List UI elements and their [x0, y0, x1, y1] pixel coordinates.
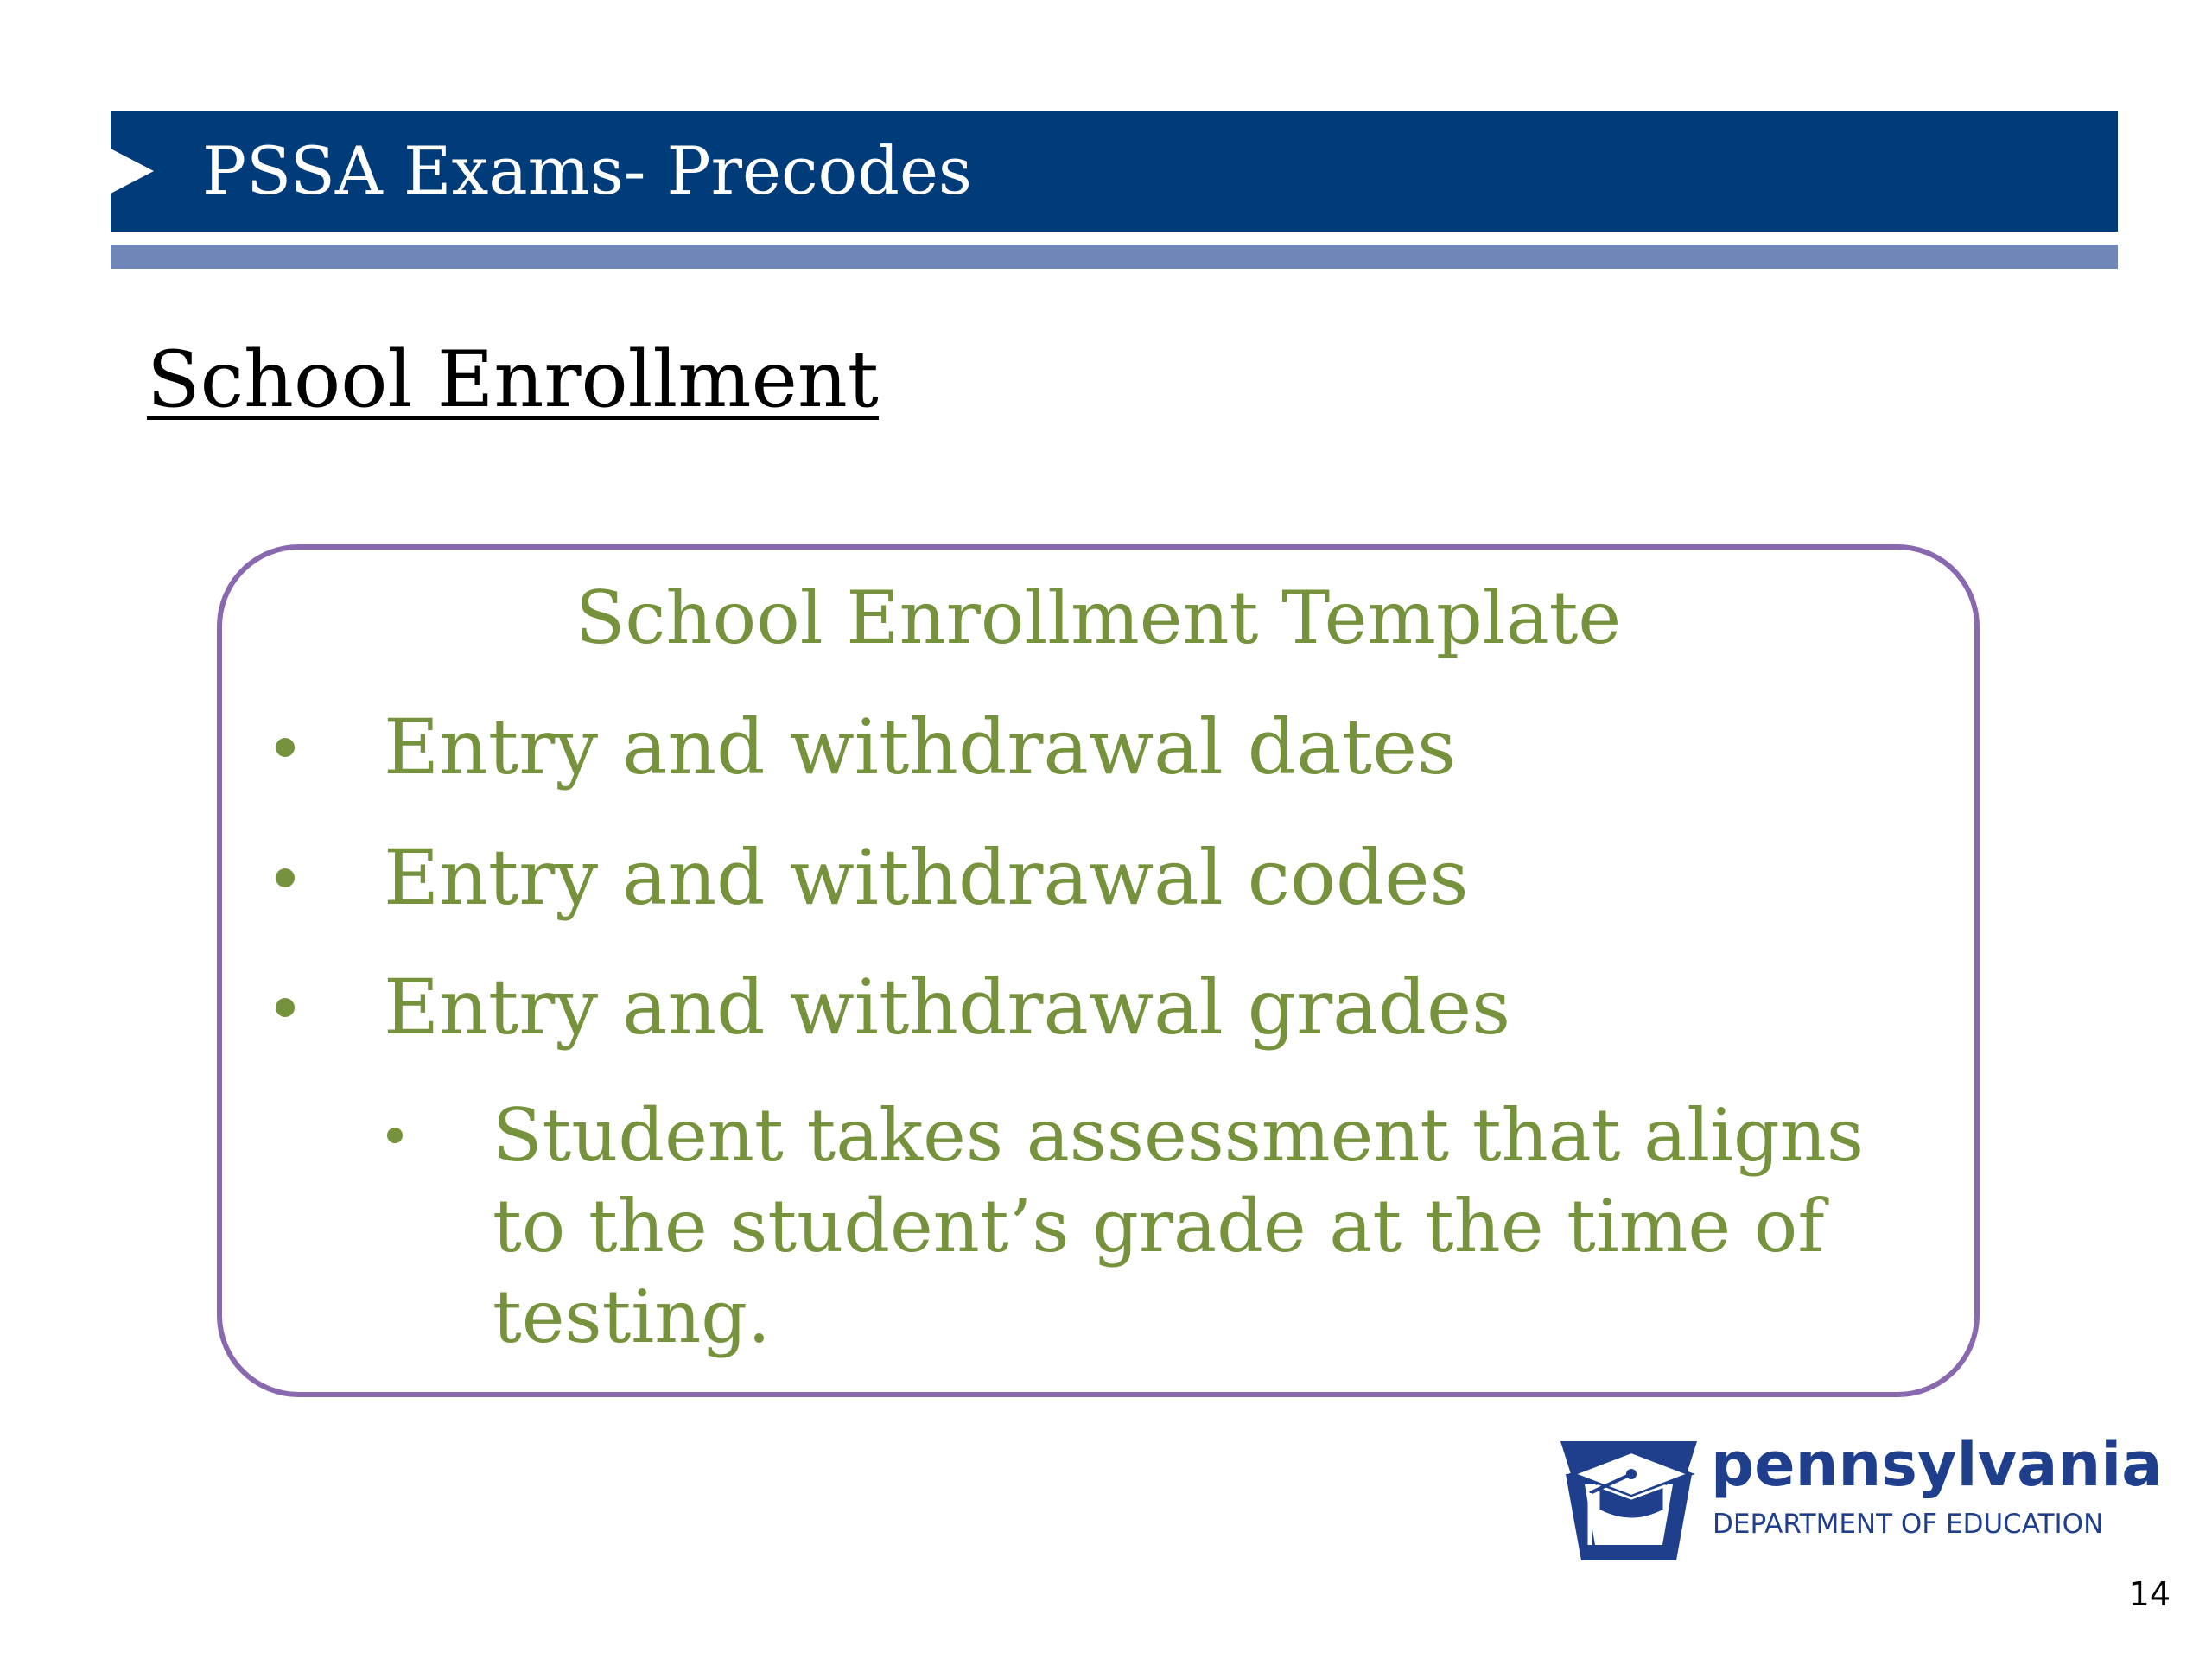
logo-subtitle: DEPARTMENT OF EDUCATION [1713, 1509, 2104, 1540]
bullet-icon [276, 738, 295, 757]
keystone-graduation-cap-icon [1555, 1424, 1702, 1567]
header-stripe [111, 245, 2118, 269]
bullet-icon [276, 998, 295, 1017]
pennsylvania-department-of-education-logo [1555, 1417, 2163, 1564]
page-number: 14 [2128, 1575, 2171, 1613]
section-heading: School Enrollment [147, 334, 879, 425]
bullet-item: Entry and withdrawal codes [384, 833, 1469, 922]
header-arrow-icon [111, 149, 154, 194]
box-title: School Enrollment Template [575, 575, 1622, 660]
bullet-item: Entry and withdrawal grades [384, 963, 1511, 1052]
bullet-icon [276, 868, 295, 887]
logo-wordmark: pennsylvania [1711, 1429, 2163, 1500]
slide-title: PSSA Exams- Precodes [202, 132, 972, 209]
sub-bullet-icon [387, 1128, 403, 1143]
bullet-item: Entry and withdrawal dates [384, 702, 1457, 791]
sub-bullet-item: Student takes assessment that aligns to the student’s grade at the time of testing. [493, 1093, 1865, 1359]
